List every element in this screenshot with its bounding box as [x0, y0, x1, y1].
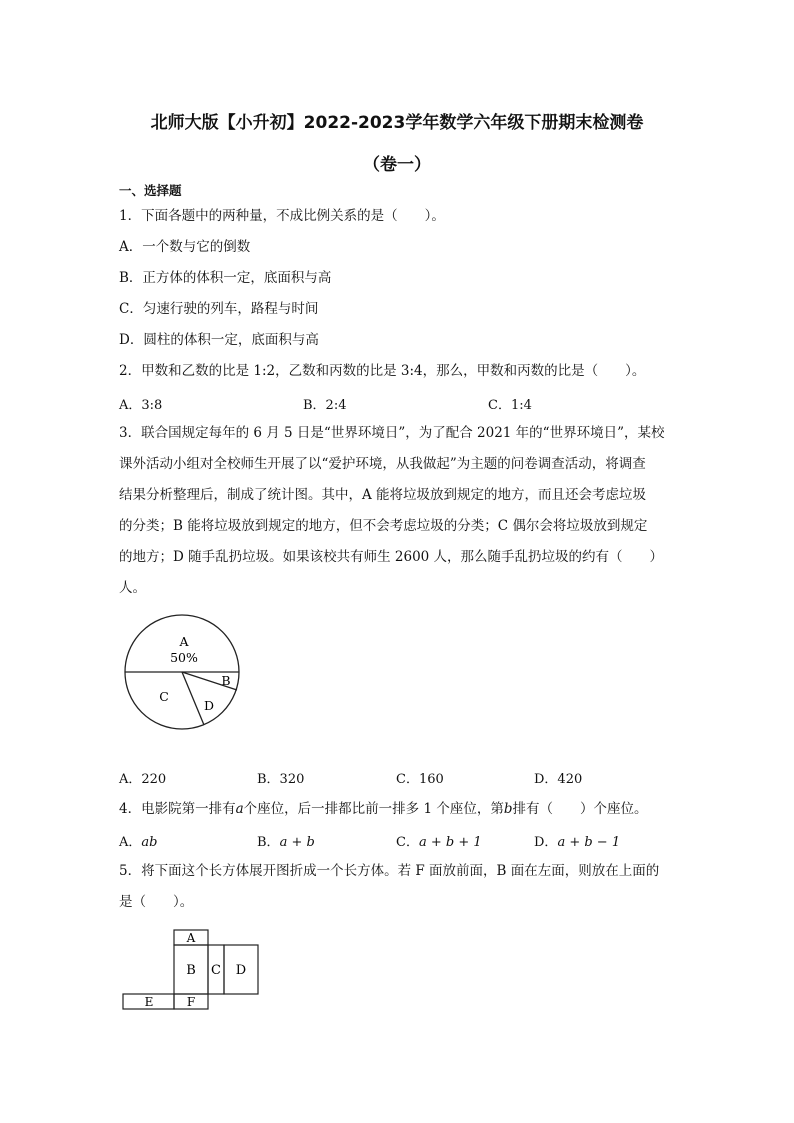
pie-divider-dc [182, 672, 204, 725]
option-label: A． [119, 835, 142, 850]
question-3-line-2: 课外活动小组对全校师生开展了以“爱护环境，从我做起”为主题的问卷调查活动，将调查 [119, 456, 646, 472]
question-3-option-b: B．320 [257, 772, 305, 787]
question-1-option-c: C．匀速行驶的列车，路程与时间 [119, 301, 319, 317]
question-3-line-5: 的地方；D 随手乱扔垃圾。如果该校共有师生 2600 人，那么随手乱扔垃圾的约有（ ） [119, 549, 664, 565]
question-3-line-4: 的分类；B 能将垃圾放到规定的地方，但不会考虑垃圾的分类；C 偶尔会将垃圾放到规定 [119, 518, 648, 534]
question-4-stem [119, 800, 647, 818]
option-expression: a + b [279, 835, 315, 850]
pie-label-a: A [179, 634, 189, 649]
question-4-option-d [534, 831, 620, 850]
net-label-a: A [186, 931, 196, 945]
question-3-option-c: C．160 [396, 772, 444, 787]
cuboid-net-diagram [118, 926, 263, 1014]
pie-label-d: D [203, 698, 215, 713]
question-5-line-1: 5．将下面这个长方体展开图折成一个长方体。若 F 面放前面，B 面在左面，则放在上面的 [119, 863, 660, 879]
question-4-var-b: b [503, 801, 513, 817]
net-label-e: E [144, 995, 154, 1009]
question-4-option-b [257, 831, 315, 850]
question-1-option-d: D．圆柱的体积一定，底面积与高 [119, 332, 319, 348]
question-4-stem-pre: 4．电影院第一排有 [119, 801, 236, 817]
question-3-line-6: 人。 [119, 580, 146, 596]
option-label: D． [534, 835, 558, 850]
pie-chart [118, 614, 248, 738]
question-1-stem: 1．下面各题中的两种量，不成比例关系的是（ ）。 [119, 208, 445, 224]
option-label: B． [257, 835, 280, 850]
option-expression: ab [141, 835, 158, 850]
question-4-var-a: a [235, 801, 244, 817]
page-subtitle: （卷一） [363, 155, 431, 175]
question-2-option-a: A．3:8 [119, 398, 163, 413]
net-label-c: C [211, 963, 221, 978]
question-2-option-c: C．1:4 [488, 398, 532, 413]
question-4-option-c [396, 831, 482, 850]
option-expression: a + b + 1 [418, 835, 482, 850]
net-label-b: B [186, 963, 196, 978]
question-2-stem: 2．甲数和乙数的比是 1:2，乙数和丙数的比是 3:4，那么，甲数和丙数的比是（ ）。 [119, 363, 646, 379]
pie-label-a-pct: 50% [170, 650, 198, 665]
question-3-line-3: 结果分析整理后，制成了统计图。其中，A 能将垃圾放到规定的地方，而且还会考虑垃圾 [119, 487, 647, 503]
option-label: C． [396, 835, 419, 850]
option-expression: a + b − 1 [557, 835, 621, 850]
pie-label-c: C [159, 689, 169, 704]
section-heading: 一、选择题 [119, 183, 182, 198]
question-5-line-2: 是（ ）。 [119, 894, 194, 910]
question-3-line-1: 3．联合国规定每年的 6 月 5 日是“世界环境日”，为了配合 2021 年的“世界环境日”，某校 [119, 425, 665, 441]
question-4-stem-mid: 个座位，后一排都比前一排多 1 个座位，第 [243, 801, 504, 817]
question-3-option-d: D．420 [534, 772, 583, 787]
net-label-d: D [235, 963, 247, 978]
question-1-option-a: A．一个数与它的倒数 [119, 239, 251, 255]
question-3-option-a: A．220 [119, 772, 167, 787]
net-label-f: F [186, 995, 196, 1009]
page-title: 北师大版【小升初】2022-2023学年数学六年级下册期末检测卷 [150, 113, 644, 133]
question-4-option-a [119, 831, 157, 850]
question-1-option-b: B．正方体的体积一定，底面积与高 [119, 270, 332, 286]
question-2-option-b: B．2:4 [303, 398, 347, 413]
pie-label-b: B [221, 673, 231, 688]
question-4-stem-post: 排有（ ）个座位。 [512, 801, 648, 817]
